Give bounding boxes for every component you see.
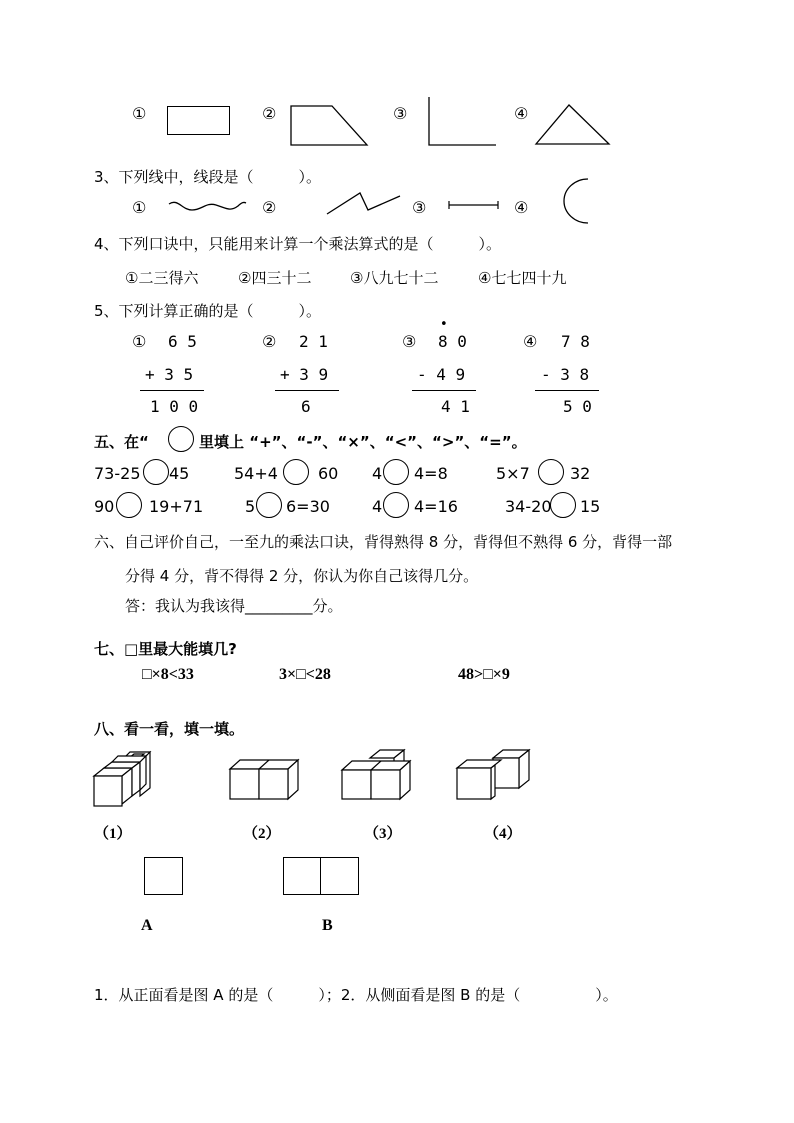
answer-circle[interactable] <box>256 492 282 518</box>
question-5: 5、下列计算正确的是（ ）。 <box>94 302 322 320</box>
calc-result: 1 0 0 <box>150 397 199 416</box>
arc-line <box>566 178 590 226</box>
curve-line <box>168 196 248 220</box>
calc-op: - 4 9 <box>417 365 466 384</box>
section-6-line-1: 六、自己评价自己，一至九的乘法口诀，背得熟得 8 分，背得但不熟得 6 分，背得一部 <box>94 533 673 551</box>
section-6-answer: 答：我认为我该得_________分。 <box>125 597 343 615</box>
inequality-item: □×8<33 <box>142 666 194 683</box>
cube-figure-3 <box>342 750 414 802</box>
calc-label: ④ <box>523 332 538 351</box>
calc-result: 6 <box>301 397 311 416</box>
right-angle-shape <box>428 96 498 148</box>
inequality-item: 3×□<28 <box>279 666 331 683</box>
answer-circle[interactable] <box>283 459 309 485</box>
calc-rule <box>140 390 204 391</box>
calc-label: ① <box>132 332 147 351</box>
line-segment <box>448 200 500 210</box>
question-front-view: 1．从正面看是图 A 的是（ ）； <box>94 986 341 1004</box>
triangle-shape <box>535 104 611 146</box>
trapezoid-shape <box>290 105 370 147</box>
figure-label: （3） <box>364 826 402 842</box>
answer-circle[interactable] <box>383 459 409 485</box>
calc-op: + 3 5 <box>145 365 194 384</box>
calc-result: 4 1 <box>441 397 470 416</box>
carry-dot: • <box>440 317 448 332</box>
option-label: ② <box>262 104 277 123</box>
option-label: ④ <box>514 104 529 123</box>
answer-circle[interactable] <box>550 492 576 518</box>
calc-top: 7 8 <box>561 332 590 351</box>
q4-option: ③八九七十二 <box>350 269 439 287</box>
section-8-title: 八、看一看，填一填。 <box>94 720 245 738</box>
zigzag-line <box>326 190 402 218</box>
section-8-questions <box>94 984 618 1005</box>
calc-result: 5 0 <box>563 397 592 416</box>
option-label: ① <box>132 198 147 217</box>
option-label: ④ <box>514 198 529 217</box>
option-label: ③ <box>412 198 427 217</box>
calc-label: ② <box>262 332 277 351</box>
section-7-title: 七、□里最大能填几? <box>94 640 237 658</box>
view-a-square <box>144 857 183 895</box>
answer-blank[interactable]: _________ <box>245 597 313 615</box>
option-label: ① <box>132 104 147 123</box>
answer-circle[interactable] <box>383 492 409 518</box>
question-side-view: 2．从侧面看是图 B 的是（ ）。 <box>340 986 618 1004</box>
cube-figure-1 <box>94 750 156 810</box>
calc-top: 8 0 <box>438 332 467 351</box>
question-4: 4、下列口诀中，只能用来计算一个乘法算式的是（ ）。 <box>94 235 502 253</box>
calc-op: - 3 8 <box>541 365 590 384</box>
answer-circle[interactable] <box>143 459 169 485</box>
question-3: 3、下列线中，线段是（ ）。 <box>94 168 322 186</box>
q4-option: ④七七四十九 <box>478 269 567 287</box>
calc-op: + 3 9 <box>280 365 329 384</box>
option-label: ② <box>262 198 277 217</box>
view-label-b: B <box>322 917 333 934</box>
calc-rule <box>275 390 339 391</box>
figure-label: （1） <box>94 826 132 842</box>
calc-label: ③ <box>402 332 417 351</box>
inequality-item: 48>□×9 <box>458 666 510 683</box>
rectangle-shape <box>167 106 230 135</box>
answer-circle <box>168 426 194 452</box>
calc-top: 2 1 <box>299 332 328 351</box>
cube-figure-4 <box>457 750 533 802</box>
calc-rule <box>412 390 476 391</box>
view-b-square-right <box>320 857 359 895</box>
cube-figure-2 <box>230 757 302 801</box>
calc-top: 6 5 <box>168 332 197 351</box>
figure-label: （4） <box>484 826 522 842</box>
answer-circle[interactable] <box>116 492 142 518</box>
option-label: ③ <box>393 104 408 123</box>
view-b-square-left <box>283 857 321 895</box>
section-6-line-2: 分得 4 分，背不得得 2 分，你认为你自己该得几分。 <box>125 567 479 585</box>
view-label-a: A <box>141 917 153 934</box>
calc-rule <box>535 390 599 391</box>
q4-option: ②四三十二 <box>238 269 312 287</box>
q4-option: ①二三得六 <box>125 269 199 287</box>
answer-circle[interactable] <box>538 459 564 485</box>
figure-label: （2） <box>243 826 281 842</box>
